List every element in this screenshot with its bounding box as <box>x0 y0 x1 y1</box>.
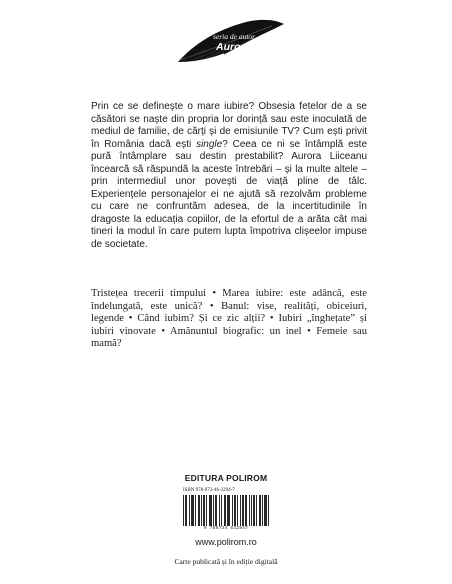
back-cover-blurb <box>91 101 367 251</box>
publisher-website: www.polirom.ro <box>195 537 257 547</box>
chapter-list: Tristețea trecerii timpului • Marea iubire: este adâncă, este îndelungată, este unică? • Banul: vise, realități, obiceiuri, legende • Când iubim? Și ce zic alții? • Iubiri „înghețate” și iubiri vinovate • Amănuntul biografic: un inel • Femeie sau mamă? <box>91 288 367 350</box>
digital-edition-note: Carte publicată și în ediție digitală <box>174 557 278 566</box>
publisher-name: EDITURA POLIROM <box>184 473 268 483</box>
barcode-digits: 9 789734 632947 <box>181 526 271 531</box>
series-label: seria de autor <box>213 32 256 41</box>
isbn-text: ISBN 978-973-46-3294-7 <box>183 488 235 493</box>
blurb-italic-word: single <box>196 138 223 150</box>
author-series-name: Aurora Liiceanu <box>216 41 296 53</box>
blurb-text-end: ? Ceea ce ni se întâmplă este pură întâmplare sau destin prestabilit? Aurora Liiceanu încearcă să răspundă la aceste întrebări – și la multe altele – prin intermediul unor povești de viață pline de tâlc. Experiențele personajelor ei ne ajută să rezolvăm probleme cu care ne confruntăm adesea, de la incertitudinile în dragoste la educația copiilor, de la efortul de a arăta cât mai tineri la modul în care putem lupta împotriva clișeelor impuse de societate. <box>91 138 367 250</box>
blurb-text-start: Prin ce se definește o mare iubire? Obsesia fetelor de a se căsători se naște din propria lor dorință sau este inoculată de mediul de familie, de cărți și de emisiunile TV? Cum ești privit în România dacă ești <box>91 101 367 150</box>
